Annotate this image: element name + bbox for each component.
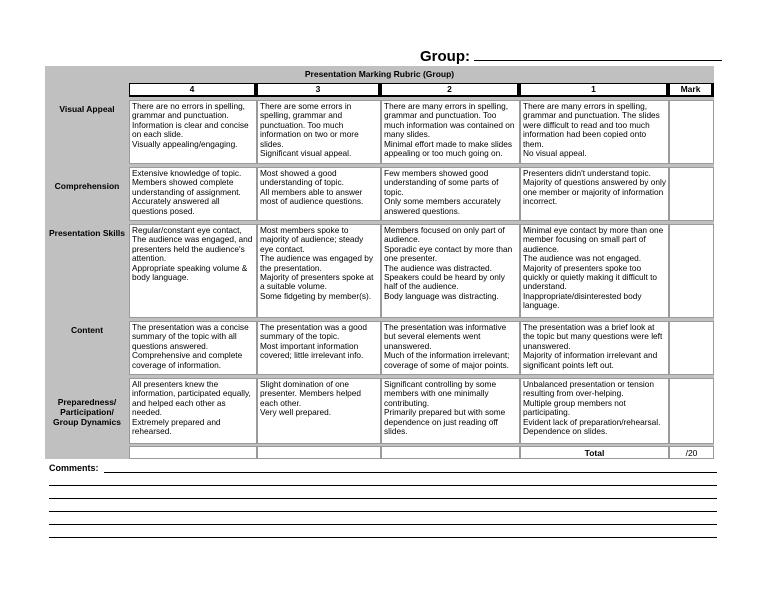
mark-cell-presentation-skills[interactable] [669,224,714,318]
cell-presentation-skills-4: Regular/constant eye contact, The audience was engaged, and presenters held the audience's attention. Appropriate speaking volume & body language. [129,224,257,318]
cell-content-1: The presentation was a brief look at the topic but many questions were left unanswered. Majority of information irrelevant and significant points left out. [520,321,669,375]
cell-visual-appeal-3: There are some errors in spelling, grammar and punctuation. Too much information on two or more slides. Significant visual appeal. [257,100,381,164]
cell-preparedness-3: Slight domination of one presenter. Members helped each other. Very well prepared. [257,378,381,444]
total-score-field[interactable]: /20 [669,446,714,459]
group-name-blank[interactable] [474,46,722,61]
comment-line[interactable] [49,524,717,525]
cell-visual-appeal-4: There are no errors in spelling, grammar and punctuation. Information is clear and concise on each slide. Visually appealing/engaging. [129,100,257,164]
cell-content-3: The presentation was a good summary of the topic. Most important information covered; little irrelevant info. [257,321,381,375]
mark-cell-preparedness[interactable] [669,378,714,444]
header-score-2: 2 [381,83,520,97]
cell-content-4: The presentation was a concise summary of the topic with all questions answered. Comprehensive and complete coverage of information. [129,321,257,375]
comment-line[interactable] [49,511,717,512]
cell-comprehension-2: Few members showed good understanding of some parts of topic. Only some members accurately answered questions. [381,167,520,221]
cell-preparedness-4: All presenters knew the information, participated equally, and helped each other as needed. Extremely prepared and rehearsed. [129,378,257,444]
comments-label: Comments: [49,463,99,473]
header-score-3: 3 [257,83,381,97]
cell-visual-appeal-1: There are many errors in spelling, grammar and punctuation. The slides were difficult to read and too much information had been copied onto them. No visual appeal. [520,100,669,164]
row-label-content: Content [70,325,104,335]
cell-presentation-skills-2: Members focused on only part of audience. Sporadic eye contact by more than one presenter. The audience was distracted. Speakers could be heard by only half of the audience. Body language was distracting. [381,224,520,318]
mark-cell-visual-appeal[interactable] [669,100,714,164]
total-row-blank-3 [257,446,381,459]
cell-presentation-skills-1: Minimal eye contact by more than one member focusing on small part of audience. The audience was not engaged. Majority of presenters spoke too quickly or quietly making it difficult to understand. Inappropriate/disinterested body language. [520,224,669,318]
comment-line[interactable] [104,472,717,473]
group-label: Group: [420,48,470,65]
row-label-comprehension: Comprehension [54,181,120,191]
comment-line[interactable] [49,537,717,538]
comment-line[interactable] [49,498,717,499]
cell-comprehension-4: Extensive knowledge of topic. Members showed complete understanding of assignment. Accurately answered all questions posed. [129,167,257,221]
header-score-4: 4 [129,83,257,97]
total-row-blank-4 [129,446,257,459]
row-label-visual-appeal: Visual Appeal [59,104,115,114]
cell-preparedness-2: Significant controlling by some members with one minimally contributing. Primarily prepared but with some dependence on just reading off slides. [381,378,520,444]
row-label-preparedness: Preparedness/ Participation/ Group Dynamics [52,397,122,427]
total-row-blank-2 [381,446,520,459]
header-score-1: 1 [520,83,669,97]
cell-presentation-skills-3: Most members spoke to majority of audience; steady eye contact. The audience was engaged by the presentation. Majority of presenters spoke at a suitable volume. Some fidgeting by member(s). [257,224,381,318]
cell-content-2: The presentation was informative but several elements went unanswered. Much of the information irrelevant; coverage of some of major points. [381,321,520,375]
marking-rubric-table [45,66,714,459]
cell-comprehension-3: Most showed a good understanding of topic. All members able to answer most of audience questions. [257,167,381,221]
row-label-presentation-skills: Presentation Skills [48,228,126,238]
group-name-line [420,46,722,65]
mark-cell-comprehension[interactable] [669,167,714,221]
cell-comprehension-1: Presenters didn't understand topic. Majority of questions answered by only one member or majority of information incorrect. [520,167,669,221]
rubric-title: Presentation Marking Rubric (Group) [304,69,455,79]
comment-line[interactable] [49,485,717,486]
mark-cell-content[interactable] [669,321,714,375]
cell-visual-appeal-2: There are many errors in spelling, grammar and punctuation. Too much information was contained on many slides. Minimal effort made to make slides appealing or too much going on. [381,100,520,164]
cell-preparedness-1: Unbalanced presentation or tension resulting from over-helping. Multiple group members not participating. Evident lack of preparation/rehearsal. Dependence on slides. [520,378,669,444]
total-label: Total [520,446,669,459]
header-mark: Mark [669,83,714,97]
